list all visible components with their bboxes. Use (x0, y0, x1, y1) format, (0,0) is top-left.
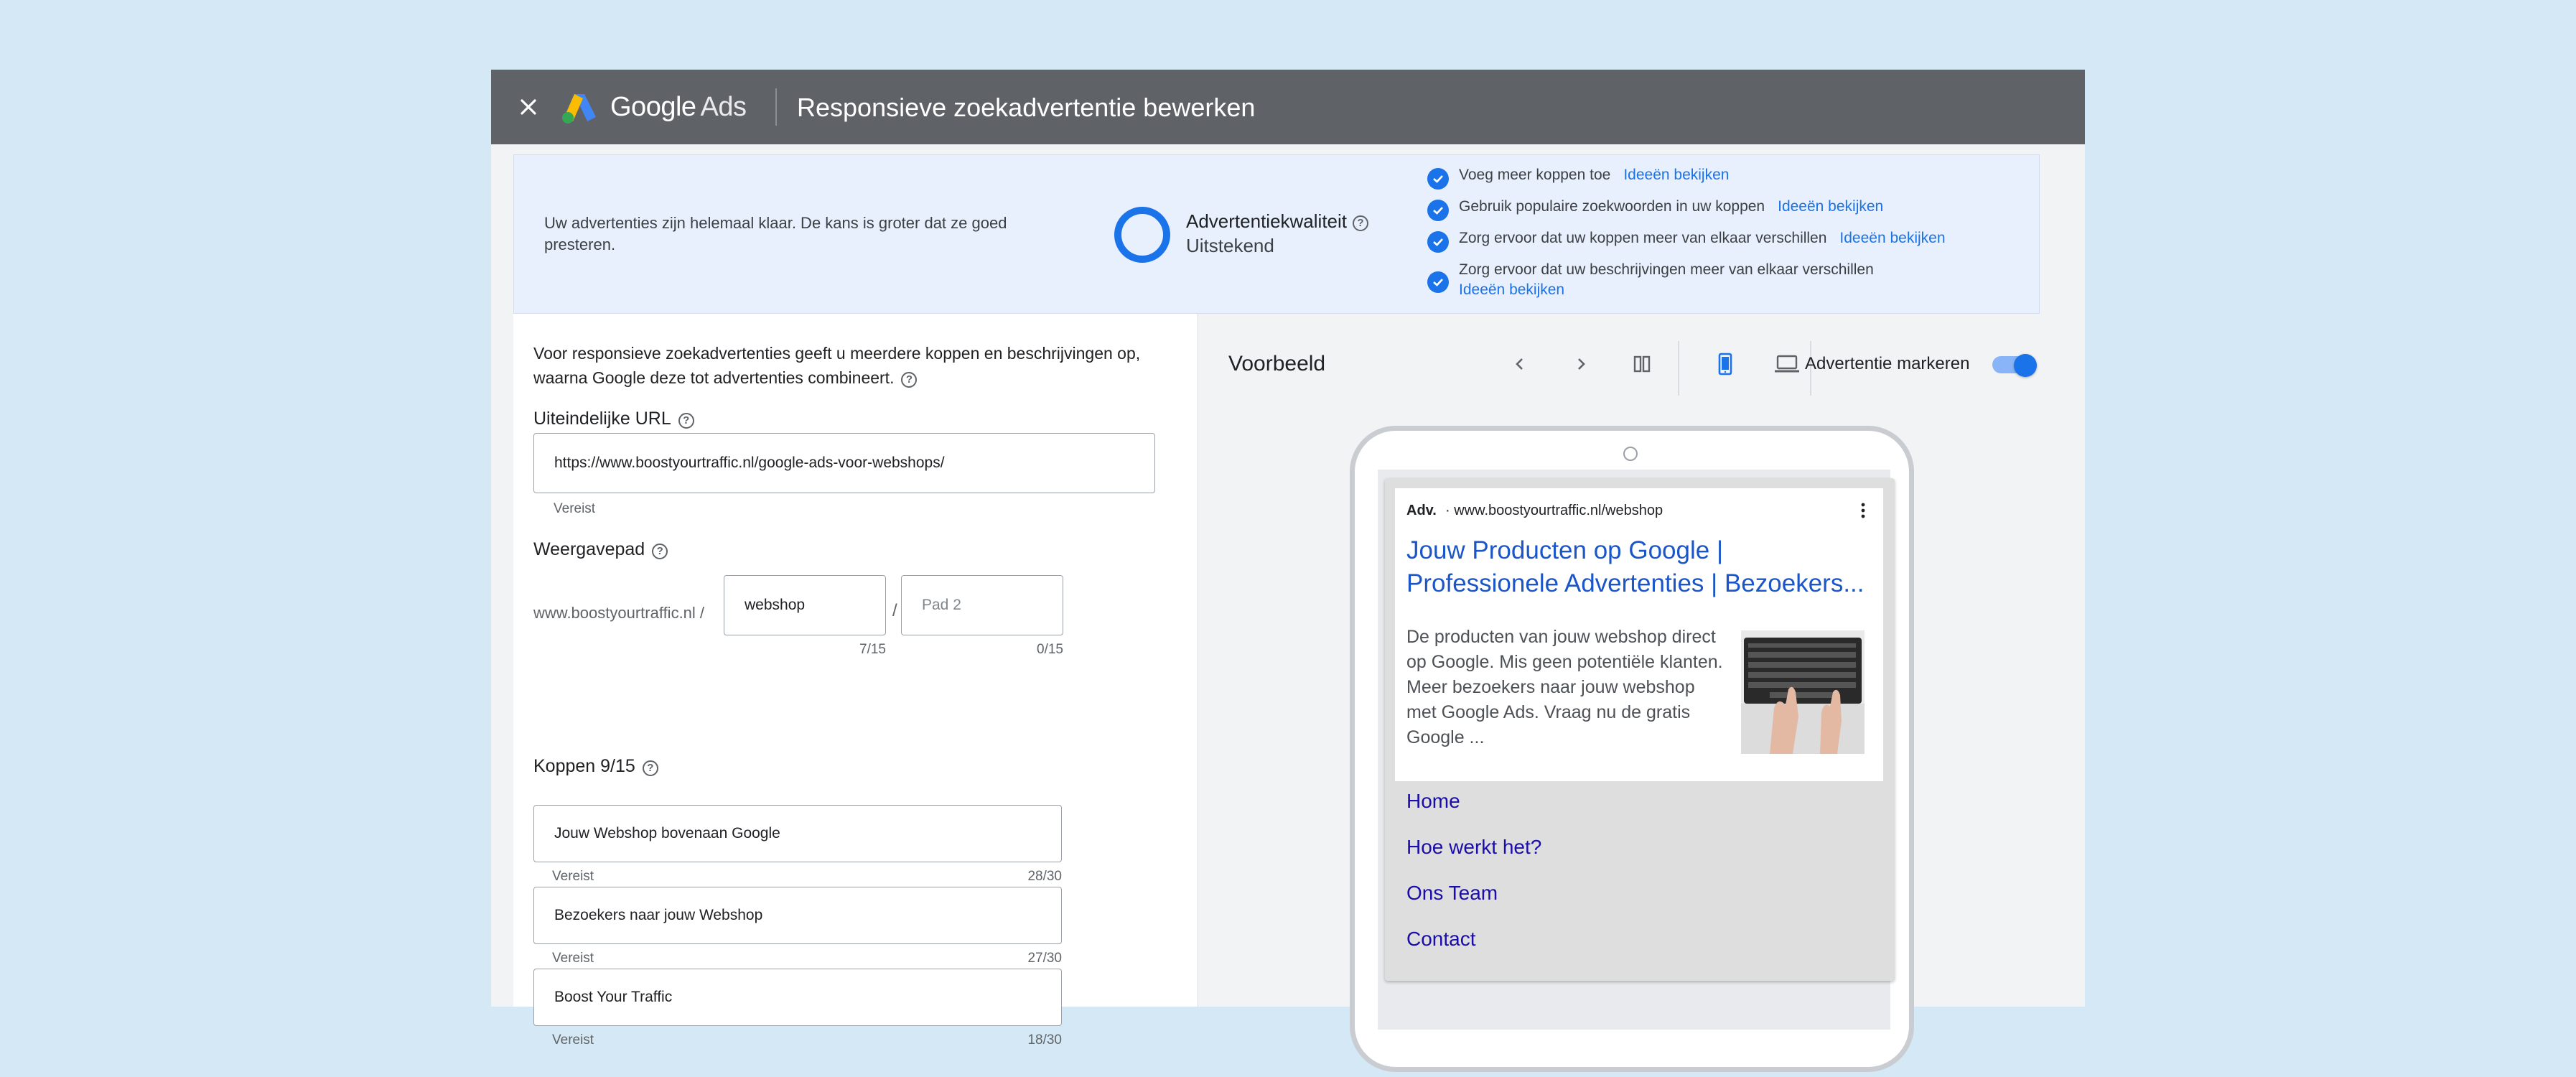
sitelink[interactable]: Hoe werkt het? (1406, 836, 1542, 858)
path-separator: / (892, 601, 897, 620)
preview-title: Voorbeeld (1228, 352, 1326, 376)
header-divider (775, 88, 777, 126)
form-intro (533, 341, 1180, 390)
columns-view-button[interactable] (1628, 350, 1656, 378)
headline-input[interactable]: Jouw Webshop bovenaan Google (533, 805, 1062, 862)
page-title: Responsieve zoekadvertentie bewerken (797, 93, 1256, 122)
tip-item (1446, 197, 1883, 217)
phone-frame (1350, 426, 1914, 1072)
highlight-ad-toggle[interactable] (1992, 354, 2037, 376)
banner-message: Uw advertenties zijn helemaal klaar. De kans is groter dat ze goed presteren. (544, 214, 1007, 253)
next-button[interactable] (1567, 350, 1595, 378)
ad-description: De producten van jouw webshop direct op Google. Mis geen potentiële klanten. Meer bezoekers naar jouw webshop met Google Ads. Vraag nu de gratis Google ... (1406, 627, 1723, 747)
final-url-input[interactable]: https://www.boostyourtraffic.nl/google-ads-voor-webshops/ (533, 433, 1155, 493)
help-icon[interactable]: ? (901, 372, 917, 388)
ad-label: Adv. (1406, 503, 1437, 518)
final-url-label (533, 407, 694, 430)
ad-quality-banner (513, 154, 2040, 314)
laptop-keyboard-icon (1741, 630, 1865, 754)
preview-panel (1198, 314, 2040, 1007)
top-bar (491, 70, 2085, 144)
headline-hint: Vereist (552, 951, 594, 966)
desktop-view-button[interactable] (1773, 350, 1801, 378)
chevron-left-icon (1511, 355, 1529, 373)
tip-text: Gebruik populaire zoekwoorden in uw koppen (1459, 198, 1765, 215)
ad-headline[interactable]: Jouw Producten op Google | Professionele Advertenties | Bezoekers... (1406, 536, 1865, 597)
ad-thumbnail-image (1741, 630, 1865, 754)
check-circle-icon (1427, 200, 1449, 221)
chevron-right-icon (1572, 355, 1590, 373)
display-path-prefix: www.boostyourtraffic.nl / (533, 604, 705, 622)
app-window (491, 70, 2085, 1048)
sitelink[interactable]: Home (1406, 790, 1460, 812)
brand-name (610, 90, 747, 124)
headline-counter: 28/30 (1027, 869, 1062, 884)
ad-form-panel (513, 314, 1198, 1048)
close-icon (518, 97, 538, 117)
quality-label-text: Advertentiekwaliteit (1186, 210, 1347, 232)
tip-text: Voeg meer koppen toe (1459, 167, 1611, 183)
headline-input[interactable]: Bezoekers naar jouw Webshop (533, 887, 1062, 944)
quality-value: Uitstekend (1186, 235, 1274, 256)
display-path-label-text: Weergavepad (533, 539, 645, 559)
ad-display-url: · www.boostyourtraffic.nl/webshop (1445, 503, 1663, 518)
mobile-view-button[interactable] (1711, 350, 1740, 378)
columns-icon (1632, 354, 1652, 374)
tip-text: Zorg ervoor dat uw beschrijvingen meer van elkaar verschillen (1459, 261, 1874, 278)
quality-help-icon[interactable]: ? (1353, 215, 1368, 231)
help-icon[interactable]: ? (652, 544, 668, 559)
highlight-ad-label: Advertentie markeren (1805, 354, 1970, 373)
camera-icon (1623, 447, 1638, 461)
tip-ideas-link[interactable]: Ideeën bekijken (1839, 230, 1946, 246)
quality-label (1186, 210, 1368, 233)
brand-ads: Ads (700, 92, 747, 122)
tip-text: Zorg ervoor dat uw koppen meer van elkaar verschillen (1459, 230, 1827, 246)
path2-counter: 0/15 (1037, 642, 1063, 657)
final-url-hint: Vereist (554, 501, 596, 516)
close-button[interactable] (513, 91, 544, 123)
headline-counter: 18/30 (1027, 1032, 1062, 1048)
preview-toolbar (1198, 314, 2040, 411)
check-circle-icon (1427, 271, 1449, 293)
google-ads-logo-icon (560, 91, 597, 124)
phone-screen (1378, 470, 1890, 1030)
toggle-knob (2014, 354, 2037, 377)
more-options-icon[interactable] (1854, 500, 1872, 521)
tip-ideas-link[interactable]: Ideeën bekijken (1623, 167, 1730, 183)
smartphone-icon (1715, 353, 1735, 376)
tip-item (1446, 165, 1729, 185)
quality-ring-icon (1114, 207, 1170, 263)
headlines-label (533, 755, 658, 778)
tip-ideas-link[interactable]: Ideeën bekijken (1778, 198, 1884, 215)
path2-input[interactable]: Pad 2 (901, 575, 1063, 635)
form-intro-text: Voor responsieve zoekadvertenties geeft u meerdere koppen en beschrijvingen op, waarna Google deze tot advertenties combineert. (533, 344, 1141, 387)
laptop-icon (1774, 354, 1800, 374)
tip-item (1446, 228, 1946, 248)
headline-hint: Vereist (552, 869, 594, 884)
help-icon[interactable]: ? (678, 413, 694, 429)
check-circle-icon (1427, 231, 1449, 253)
previous-button[interactable] (1506, 350, 1534, 378)
toolbar-divider (1678, 341, 1679, 396)
sitelink[interactable]: Ons Team (1406, 882, 1498, 904)
display-path-label (533, 538, 668, 561)
headline-hint: Vereist (552, 1032, 594, 1048)
brand-google: Google (610, 92, 696, 122)
headline-counter: 27/30 (1027, 951, 1062, 966)
check-circle-icon (1427, 168, 1449, 190)
headlines-label-text: Koppen 9/15 (533, 756, 635, 776)
tip-ideas-link[interactable]: Ideeën bekijken (1459, 281, 1565, 298)
ad-card (1395, 488, 1883, 781)
path1-input[interactable]: webshop (724, 575, 886, 635)
help-icon[interactable]: ? (643, 760, 658, 776)
tip-item (1446, 260, 1874, 300)
ad-preview (1385, 478, 1895, 981)
path1-counter: 7/15 (859, 642, 886, 657)
headline-input[interactable]: Boost Your Traffic (533, 969, 1062, 1026)
sitelink[interactable]: Contact (1406, 928, 1476, 950)
final-url-label-text: Uiteindelijke URL (533, 409, 671, 429)
